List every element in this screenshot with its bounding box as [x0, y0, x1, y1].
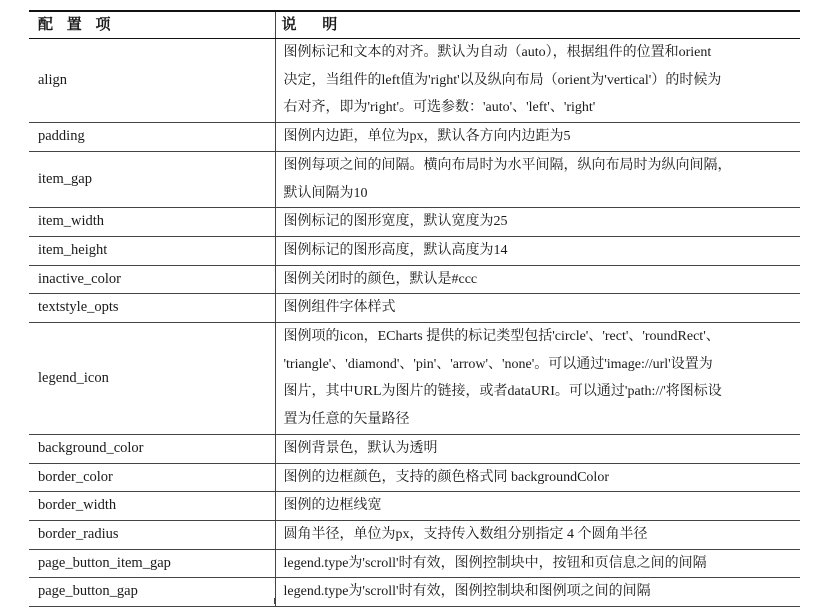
- description-line: 圆角半径，单位为px，支持传入数组分别指定 4 个圆角半径: [283, 526, 648, 542]
- description-line: 'triangle'、'diamond'、'pin'、'arrow'、'none'。可以通过'image://url'设置为: [283, 356, 713, 372]
- header-description: 说 明: [275, 11, 800, 39]
- config-item-name: page_button_gap: [29, 578, 275, 607]
- table-row: [29, 265, 800, 294]
- table-row: [29, 323, 800, 435]
- config-item-description: [275, 151, 800, 207]
- table-row: [29, 549, 800, 578]
- table-body: [29, 39, 800, 607]
- config-item-description: [275, 208, 800, 237]
- config-item-name: item_gap: [29, 151, 275, 207]
- description-line: 右对齐，即为'right'。可选参数：'auto'、'left'、'right': [283, 100, 596, 116]
- config-item-name: align: [29, 39, 275, 123]
- description-line: 图例标记和文本的对齐。默认为自动（auto），根据组件的位置和orient: [283, 45, 712, 60]
- config-item-name: border_width: [29, 492, 275, 521]
- config-item-description: [275, 463, 800, 492]
- table-row: [29, 236, 800, 265]
- description-line: 图片，其中URL为图片的链接，或者dataURI。可以通过'path://'将图标设: [283, 384, 722, 400]
- description-line: 图例项的icon，ECharts 提供的标记类型包括'circle'、'rect'、'roundRect'、: [283, 329, 720, 345]
- config-item-name: padding: [29, 123, 275, 152]
- description-line: 图例的边框颜色，支持的颜色格式同 backgroundColor: [283, 469, 609, 485]
- column-divider-tail: [274, 598, 275, 604]
- config-item-description: [275, 123, 800, 152]
- table-row: [29, 208, 800, 237]
- table-row: [29, 578, 800, 607]
- table-row: [29, 520, 800, 549]
- config-item-description: [275, 323, 800, 435]
- config-item-description: [275, 39, 800, 123]
- description-line: 图例每项之间的间隔。横向布局时为水平间隔，纵向布局时为纵向间隔，: [283, 157, 732, 173]
- description-line: 图例组件字体样式: [283, 300, 396, 316]
- config-item-name: item_height: [29, 236, 275, 265]
- config-item-name: border_radius: [29, 520, 275, 549]
- description-line: 图例的边框线宽: [283, 498, 382, 514]
- table-header-row: [29, 11, 800, 39]
- table-row: [29, 39, 800, 123]
- description-line: 图例标记的图形高度，默认高度为14: [283, 242, 508, 258]
- description-line: 图例背景色，默认为透明: [283, 440, 438, 456]
- config-table: [29, 10, 800, 607]
- config-item-description: [275, 294, 800, 323]
- description-line: legend.type为'scroll'时有效，图例控制块和图例项之间的间隔: [283, 584, 651, 600]
- config-item-name: textstyle_opts: [29, 294, 275, 323]
- config-item-description: [275, 520, 800, 549]
- description-line: legend.type为'scroll'时有效，图例控制块中，按钮和页信息之间的间隔: [283, 555, 707, 571]
- config-item-name: background_color: [29, 434, 275, 463]
- table-row: [29, 151, 800, 207]
- config-item-name: page_button_item_gap: [29, 549, 275, 578]
- config-item-description: [275, 549, 800, 578]
- table-row: [29, 294, 800, 323]
- table-row: [29, 463, 800, 492]
- config-item-description: [275, 578, 800, 607]
- config-item-name: item_width: [29, 208, 275, 237]
- config-item-name: border_color: [29, 463, 275, 492]
- header-config-item: 配 置 项: [29, 11, 275, 39]
- table-row: [29, 434, 800, 463]
- config-item-description: [275, 434, 800, 463]
- config-item-name: inactive_color: [29, 265, 275, 294]
- description-line: 图例关闭时的颜色，默认是#ccc: [283, 271, 478, 287]
- description-line: 置为任意的矢量路径: [283, 412, 410, 428]
- description-line: 图例内边距，单位为px，默认各方向内边距为5: [283, 129, 571, 145]
- description-line: 默认间隔为10: [283, 185, 368, 201]
- description-line: 决定，当组件的left值为'right'以及纵向布局（orient为'vertical'）的时候为: [283, 72, 722, 88]
- config-item-description: [275, 265, 800, 294]
- table-row: [29, 492, 800, 521]
- config-item-description: [275, 236, 800, 265]
- table-row: [29, 123, 800, 152]
- config-item-description: [275, 492, 800, 521]
- description-line: 图例标记的图形宽度，默认宽度为25: [283, 214, 508, 230]
- config-item-name: legend_icon: [29, 323, 275, 435]
